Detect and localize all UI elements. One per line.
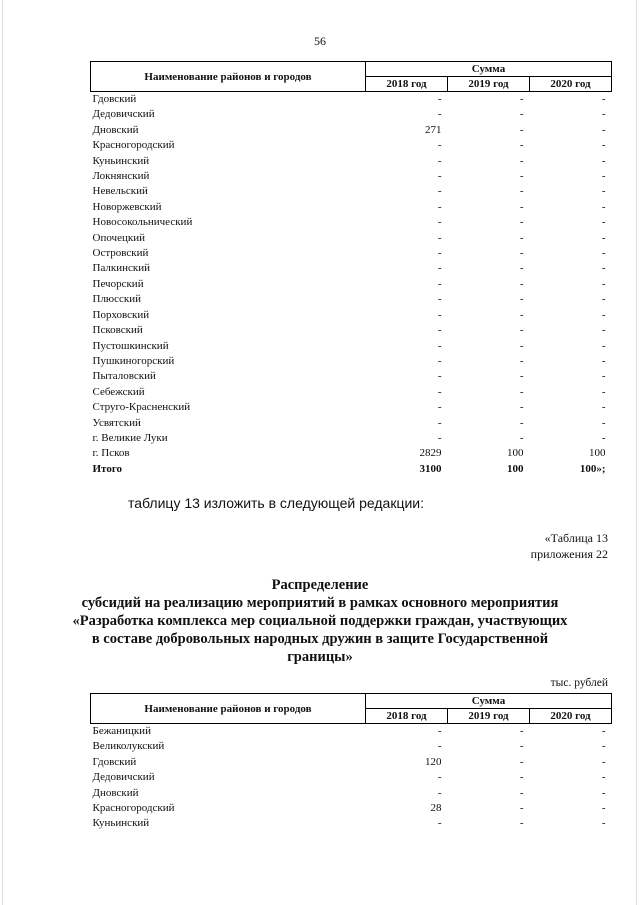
value-2018-cell: -	[437, 277, 442, 290]
table-row	[91, 770, 612, 785]
value-2019-cell: -	[519, 216, 524, 229]
value-2019-cell: -	[519, 170, 524, 183]
value-2018-cell: -	[437, 401, 442, 414]
value-2020-cell: -	[601, 771, 606, 784]
value-2020-cell: -	[601, 385, 606, 398]
table-row	[91, 385, 612, 400]
value-2020-cell: -	[601, 401, 606, 414]
region-name-cell: Опочецкий	[92, 231, 145, 244]
value-2020-cell: -	[601, 339, 606, 352]
title-line: границы»	[287, 649, 353, 665]
value-2019-cell: -	[519, 725, 524, 737]
value-2019-cell: -	[519, 431, 524, 444]
column-header-sum: Сумма	[366, 694, 612, 709]
value-2018-cell: 28	[430, 802, 442, 815]
region-name-cell: Псковский	[92, 324, 143, 337]
value-2020-cell: -	[601, 416, 606, 429]
value-2018-cell: -	[437, 385, 442, 398]
table-body	[91, 92, 612, 478]
value-2019-cell: -	[519, 139, 524, 152]
value-2018-cell: 271	[425, 123, 442, 136]
value-2020-cell: -	[601, 139, 606, 152]
value-2020-cell: -	[601, 370, 606, 383]
column-header-name: Наименование районов и городов	[91, 62, 366, 92]
value-2018-cell: -	[437, 740, 442, 753]
region-name-cell: Невельский	[92, 185, 148, 198]
title-line: в составе добровольных народных дружин в защите Государственной	[91, 631, 549, 647]
value-2020-cell: -	[601, 154, 606, 167]
value-2019-cell: -	[519, 200, 524, 213]
table-row	[91, 169, 612, 184]
value-2019-cell: -	[519, 786, 524, 799]
region-name-cell: Куньинский	[92, 154, 150, 167]
distribution-table-2	[90, 693, 612, 832]
value-2018-cell: 2829	[419, 447, 442, 460]
value-2019-cell: -	[519, 771, 524, 784]
table-row	[91, 215, 612, 230]
region-name-cell: Красногородский	[92, 802, 175, 815]
region-name-cell: Гдовский	[92, 755, 137, 768]
value-2018-cell: -	[437, 293, 442, 306]
page-edge-right	[636, 0, 637, 905]
value-2019-cell: -	[519, 339, 524, 352]
table-row	[91, 724, 612, 740]
region-name-cell: Палкинский	[92, 262, 151, 275]
table-ref-line2: приложения 22	[530, 547, 608, 561]
value-2020-cell: 100»;	[579, 462, 606, 475]
region-name-cell: Куньинский	[92, 817, 150, 830]
value-2020-cell: -	[601, 786, 606, 799]
value-2019-cell: -	[519, 370, 524, 383]
value-2020-cell: -	[601, 123, 606, 136]
column-header-2020: 2020 год	[530, 709, 612, 724]
region-name-cell: Островский	[92, 247, 149, 260]
value-2018-cell: -	[437, 308, 442, 321]
column-header-sum: Сумма	[366, 62, 612, 77]
value-2018-cell: -	[437, 139, 442, 152]
value-2020-cell: -	[601, 293, 606, 306]
value-2018-cell: -	[437, 786, 442, 799]
table-body	[91, 724, 612, 832]
table-row	[91, 416, 612, 431]
value-2020-cell: -	[601, 93, 606, 105]
value-2019-cell: -	[519, 740, 524, 753]
table-row	[91, 446, 612, 461]
value-2018-cell: -	[437, 324, 442, 337]
value-2020-cell: -	[601, 354, 606, 367]
instruction-text: таблицу 13 изложить в следующей редакции:	[128, 495, 425, 511]
table-row	[91, 138, 612, 153]
value-2019-cell: -	[519, 385, 524, 398]
value-2020-cell: -	[601, 308, 606, 321]
value-2020-cell: -	[601, 108, 606, 121]
value-2019-cell: -	[519, 401, 524, 414]
value-2020-cell: -	[601, 247, 606, 260]
value-2020-cell: -	[601, 324, 606, 337]
region-name-cell: Струго-Красненский	[92, 401, 191, 414]
value-2020-cell: -	[601, 817, 606, 830]
value-2018-cell: -	[437, 216, 442, 229]
table-row	[91, 400, 612, 415]
table-row	[91, 200, 612, 215]
value-2018-cell: 120	[425, 755, 442, 768]
value-2019-cell: -	[519, 154, 524, 167]
value-2020-cell: -	[601, 740, 606, 753]
value-2018-cell: -	[437, 771, 442, 784]
value-2019-cell: -	[519, 802, 524, 815]
value-2019-cell: -	[519, 93, 524, 105]
region-name-cell: Дедовичский	[92, 108, 155, 121]
region-name-cell: Новоржевский	[92, 200, 162, 213]
value-2020-cell: -	[601, 216, 606, 229]
table-row	[91, 123, 612, 138]
value-2018-cell: -	[437, 108, 442, 121]
table-row	[91, 92, 612, 108]
region-name-cell: Новосокольнический	[92, 216, 193, 229]
value-2019-cell: -	[519, 247, 524, 260]
value-2019-cell: -	[519, 123, 524, 136]
region-name-cell: Дновский	[92, 123, 139, 136]
column-header-2020: 2020 год	[530, 77, 612, 92]
table-row	[91, 786, 612, 801]
value-2019-cell: -	[519, 755, 524, 768]
value-2020-cell: -	[601, 170, 606, 183]
value-2018-cell: -	[437, 416, 442, 429]
title-line: Распределение	[271, 577, 369, 593]
table-row	[91, 739, 612, 754]
region-name-cell: Порховский	[92, 308, 150, 321]
region-name-cell: Пустошкинский	[92, 339, 169, 352]
value-2018-cell: -	[437, 431, 442, 444]
region-name-cell: Себежский	[92, 385, 145, 398]
table-row	[91, 308, 612, 323]
table-row	[91, 261, 612, 276]
value-2018-cell: -	[437, 370, 442, 383]
table-row	[91, 323, 612, 338]
table-row	[91, 107, 612, 122]
value-2019-cell: -	[519, 277, 524, 290]
value-2018-cell: -	[437, 185, 442, 198]
title-line: «Разработка комплекса мер социальной поддержки граждан, участвующих	[72, 613, 568, 629]
page-edge-left	[2, 0, 3, 905]
table-row	[91, 246, 612, 261]
region-name-cell: Дновский	[92, 786, 139, 799]
region-name-cell: Печорский	[92, 277, 144, 290]
table-row	[91, 154, 612, 169]
column-header-2019: 2019 год	[448, 77, 530, 92]
value-2020-cell: -	[601, 231, 606, 244]
table-row	[91, 354, 612, 369]
region-name-cell: Пыталовский	[92, 370, 156, 383]
table-ref-line1: «Таблица 13	[544, 531, 608, 545]
value-2018-cell: -	[437, 339, 442, 352]
table-row	[91, 431, 612, 446]
table-row	[91, 184, 612, 199]
value-2020-cell: 100	[589, 447, 606, 460]
region-name-cell: г. Псков	[92, 447, 130, 460]
value-2020-cell: -	[601, 185, 606, 198]
column-header-2018: 2018 год	[366, 77, 448, 92]
value-2019-cell: 100	[507, 447, 524, 460]
title-line: субсидий на реализацию мероприятий в рамках основного мероприятия	[81, 595, 559, 611]
value-2018-cell: 3100	[419, 462, 442, 475]
value-2019-cell: -	[519, 324, 524, 337]
value-2018-cell: -	[437, 93, 442, 105]
table-row	[91, 277, 612, 292]
table-row	[91, 801, 612, 816]
region-name-cell: Плюсский	[92, 293, 142, 306]
value-2018-cell: -	[437, 354, 442, 367]
table-row	[91, 339, 612, 354]
value-2018-cell: -	[437, 154, 442, 167]
value-2018-cell: -	[437, 170, 442, 183]
region-name-cell: г. Великие Луки	[92, 431, 168, 444]
table-row	[91, 292, 612, 307]
value-2018-cell: -	[437, 247, 442, 260]
page-number: 56	[314, 34, 326, 48]
value-2019-cell: -	[519, 416, 524, 429]
value-2019-cell: -	[519, 262, 524, 275]
value-2019-cell: -	[519, 108, 524, 121]
region-name-cell: Бежаницкий	[92, 725, 151, 737]
table-row	[91, 231, 612, 246]
value-2020-cell: -	[601, 725, 606, 737]
unit-label: тыс. рублей	[550, 677, 608, 689]
section-title	[60, 576, 580, 666]
value-2020-cell: -	[601, 802, 606, 815]
region-name-cell: Пушкиногорский	[92, 354, 175, 367]
distribution-table-1	[90, 61, 612, 477]
value-2019-cell: 100	[507, 462, 524, 475]
value-2020-cell: -	[601, 431, 606, 444]
table-row	[91, 755, 612, 770]
value-2019-cell: -	[519, 354, 524, 367]
region-name-cell: Усвятский	[92, 416, 141, 429]
column-header-name: Наименование районов и городов	[91, 694, 366, 724]
value-2018-cell: -	[437, 817, 442, 830]
region-name-cell: Итого	[92, 462, 123, 475]
value-2018-cell: -	[437, 262, 442, 275]
value-2018-cell: -	[437, 725, 442, 737]
region-name-cell: Локнянский	[92, 170, 150, 183]
region-name-cell: Дедовичский	[92, 771, 155, 784]
value-2018-cell: -	[437, 231, 442, 244]
value-2019-cell: -	[519, 817, 524, 830]
region-name-cell: Великолукский	[92, 740, 165, 753]
region-name-cell: Гдовский	[92, 93, 137, 105]
value-2020-cell: -	[601, 262, 606, 275]
value-2019-cell: -	[519, 185, 524, 198]
region-name-cell: Красногородский	[92, 139, 175, 152]
value-2018-cell: -	[437, 200, 442, 213]
column-header-2018: 2018 год	[366, 709, 448, 724]
total-row	[91, 462, 612, 477]
table-row	[91, 369, 612, 384]
table-row	[91, 816, 612, 831]
column-header-2019: 2019 год	[448, 709, 530, 724]
value-2020-cell: -	[601, 755, 606, 768]
value-2020-cell: -	[601, 200, 606, 213]
value-2020-cell: -	[601, 277, 606, 290]
value-2019-cell: -	[519, 231, 524, 244]
value-2019-cell: -	[519, 293, 524, 306]
value-2019-cell: -	[519, 308, 524, 321]
